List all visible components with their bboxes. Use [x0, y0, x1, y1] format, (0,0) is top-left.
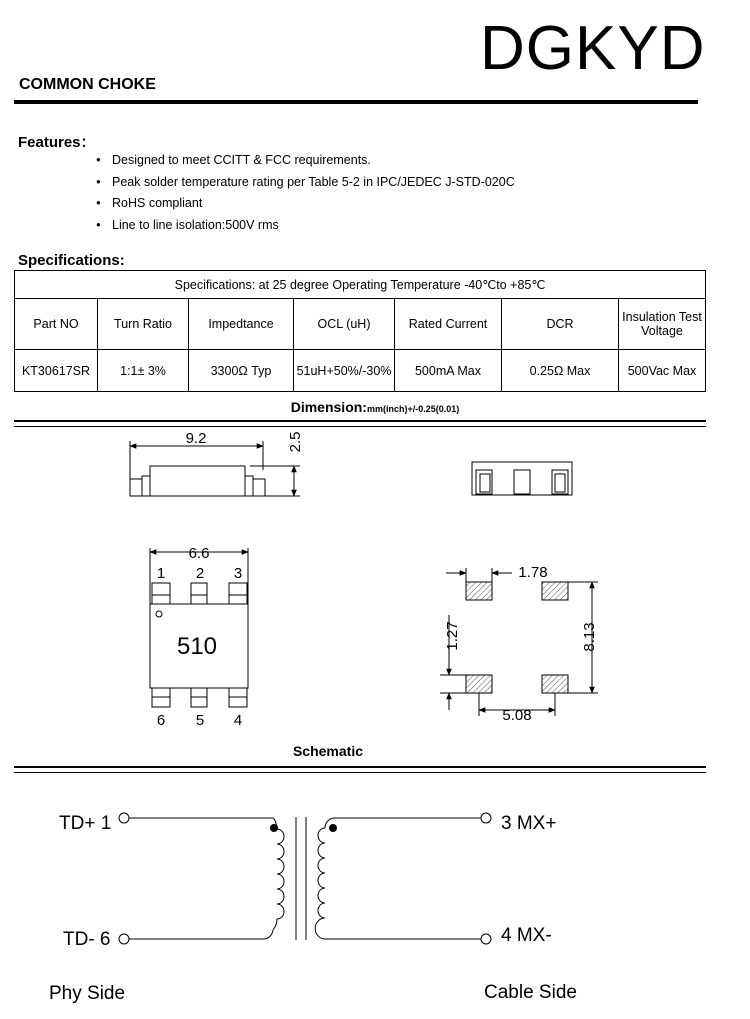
pin-label: 5 [195, 712, 205, 729]
pad-span-label: 8.13 [581, 622, 598, 652]
feature-item: ● Line to line isolation:500V rms [96, 215, 515, 237]
schematic-heading: Schematic [292, 743, 364, 759]
pad-height-label: 1.27 [444, 621, 461, 651]
mx-plus-label: 3 MX+ [501, 813, 557, 834]
pin-label: 6 [156, 712, 166, 729]
transformer-schematic [119, 813, 491, 944]
features-heading: Features： [18, 134, 96, 151]
part-marking: 510 [176, 633, 218, 660]
td-minus-label: TD- 6 [63, 929, 111, 950]
phase-dot-icon [329, 824, 337, 832]
table-cell: 0.25Ω Max [502, 350, 619, 392]
side-width-label: 9.2 [185, 430, 207, 447]
dimension-label: Dimension: [290, 399, 367, 415]
top-width-label: 6.6 [188, 545, 210, 562]
mx-minus-label: 4 MX- [501, 925, 552, 946]
specifications-heading: Specifications: [18, 252, 125, 269]
table-cell: 500Vac Max [619, 350, 706, 392]
feature-item: ● RoHS compliant [96, 193, 515, 215]
side-view-drawing [130, 441, 300, 496]
brand-logo: DGKYD [480, 14, 706, 83]
column-header: DCR [502, 299, 619, 350]
feature-item: ● Peak solder temperature rating per Table 5-2 in IPC/JEDEC J-STD-020C [96, 172, 515, 194]
dimension-tolerance-note: mm(inch)+/-0.25(0.01) [366, 404, 460, 414]
column-header: Insulation Test Voltage [619, 299, 706, 350]
pin-label: 1 [156, 565, 166, 582]
column-header: Impedtance [189, 299, 294, 350]
table-cell: 51uH+50%/-30% [294, 350, 395, 392]
phase-dot-icon [270, 824, 278, 832]
cable-side-label: Cable Side [484, 982, 577, 1003]
pin-label: 4 [233, 712, 243, 729]
column-header: Rated Current [395, 299, 502, 350]
feature-item: ● Designed to meet CCITT & FCC requirements. [96, 150, 515, 172]
document-title: COMMON CHOKE [19, 76, 156, 93]
td-plus-label: TD+ 1 [59, 813, 112, 834]
column-header: Part NO [15, 299, 98, 350]
table-cell: 3300Ω Typ [189, 350, 294, 392]
pad-width-label: 1.78 [518, 564, 548, 581]
phy-side-label: Phy Side [49, 983, 126, 1004]
pin-label: 2 [195, 565, 205, 582]
column-header: OCL (uH) [294, 299, 395, 350]
table-cell: 1:1± 3% [98, 350, 189, 392]
side-height-label: 2.5 [287, 431, 304, 453]
table-cell: KT30617SR [15, 350, 98, 392]
spec-caption: Specifications: at 25 degree Operating Temperature -40℃to +85℃ [15, 271, 706, 299]
table-cell: 500mA Max [395, 350, 502, 392]
end-view-drawing [472, 462, 572, 495]
column-header: Turn Ratio [98, 299, 189, 350]
pad-pitch-label: 5.08 [502, 707, 532, 724]
pin-label: 3 [233, 565, 243, 582]
pad-layout-drawing [440, 568, 598, 716]
